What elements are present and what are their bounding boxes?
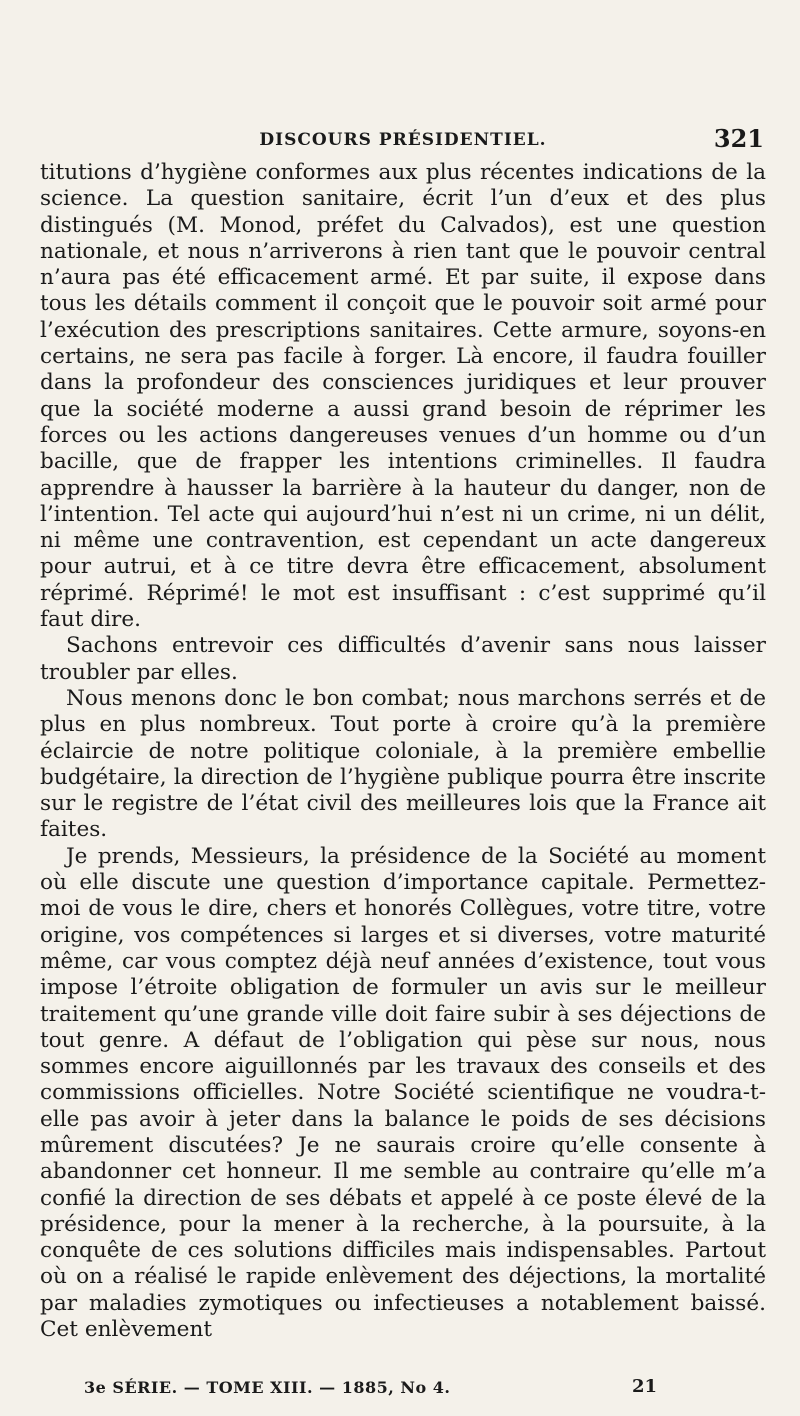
running-title: DISCOURS PRÉSIDENTIEL.	[259, 130, 547, 150]
paragraph: titutions d’hygiène conformes aux plus récentes indications de la science. La question sanitaire, écrit l’un d’eux et des plus distingués (M. Monod, préfet du Calvados), est une question nationale, et nous n’arriverons à rien tant que le pouvoir central n’aura pas été efficacement armé. Et par suite, il expose dans tous les détails comment il conçoit que le pouvoir soit armé pour l’exécution des prescriptions sanitaires. Cette armure, soyons-en certains, ne sera pas facile à forger. Là encore, il faudra fouiller dans la profondeur des consciences juridiques et leur prouver que la société moderne a aussi grand besoin de réprimer les forces ou les actions dangereuses venues d’un homme ou d’un bacille, que de frapper les intentions criminelles. Il faudra apprendre à hausser la barrière à la hauteur du danger, non de l’intention. Tel acte qui aujourd’hui n’est ni un crime, ni un délit, ni même une contravention, est cependant un acte dangereux pour autrui, et à ce titre devra être efficacement, absolument réprimé. Réprimé! le mot est insuffisant : c’est supprimé qu’il faut dire.	[40, 160, 766, 633]
running-header	[40, 126, 766, 160]
page-number: 321	[713, 124, 764, 153]
signature-mark: 21	[632, 1376, 658, 1397]
paragraph: Sachons entrevoir ces difficultés d’avenir sans nous laisser troubler par elles.	[40, 633, 766, 685]
paragraph: Nous menons donc le bon combat; nous marchons serrés et de plus en plus nombreux. Tout porte à croire qu’à la première éclaircie de notre politique coloniale, à la première embellie budgétaire, la direction de l’hygiène publique pourra être inscrite sur le registre de l’état civil des meilleures lois que la France ait faites.	[40, 685, 766, 843]
footer	[70, 1378, 670, 1402]
paragraph: Je prends, Messieurs, la présidence de la Société au moment où elle discute une question d’importance capitale. Permettez-moi de vous le dire, chers et honorés Collègues, votre titre, votre origine, vos compétences si larges et si diverses, votre maturité même, car vous comptez déjà neuf années d’existence, tout vous impose l’étroite obligation de formuler un avis sur le meilleur traitement qu’une grande ville doit faire subir à ses déjections de tout genre. A défaut de l’obligation qui pèse sur nous, nous sommes encore aiguillonnés par les travaux des conseils et des commissions officielles. Notre Société scientifique ne voudra-t-elle pas avoir à jeter dans la balance le poids de ses décisions mûrement discutées? Je ne saurais croire qu’elle consente à abandonner cet honneur. Il me semble au contraire qu’elle m’a confié la direction de ses débats et appelé à ce poste élevé de la présidence, pour la mener à la recherche, à la poursuite, à la conquête de ces solutions difficiles mais indispensables. Partout où on a réalisé le rapide enlèvement des déjections, la mortalité par maladies zymotiques ou infectieuses a notablement baissé. Cet enlèvement	[40, 843, 766, 1343]
body-text	[40, 160, 766, 1343]
series-info: 3e SÉRIE. — TOME XIII. — 1885, No 4.	[84, 1378, 451, 1397]
